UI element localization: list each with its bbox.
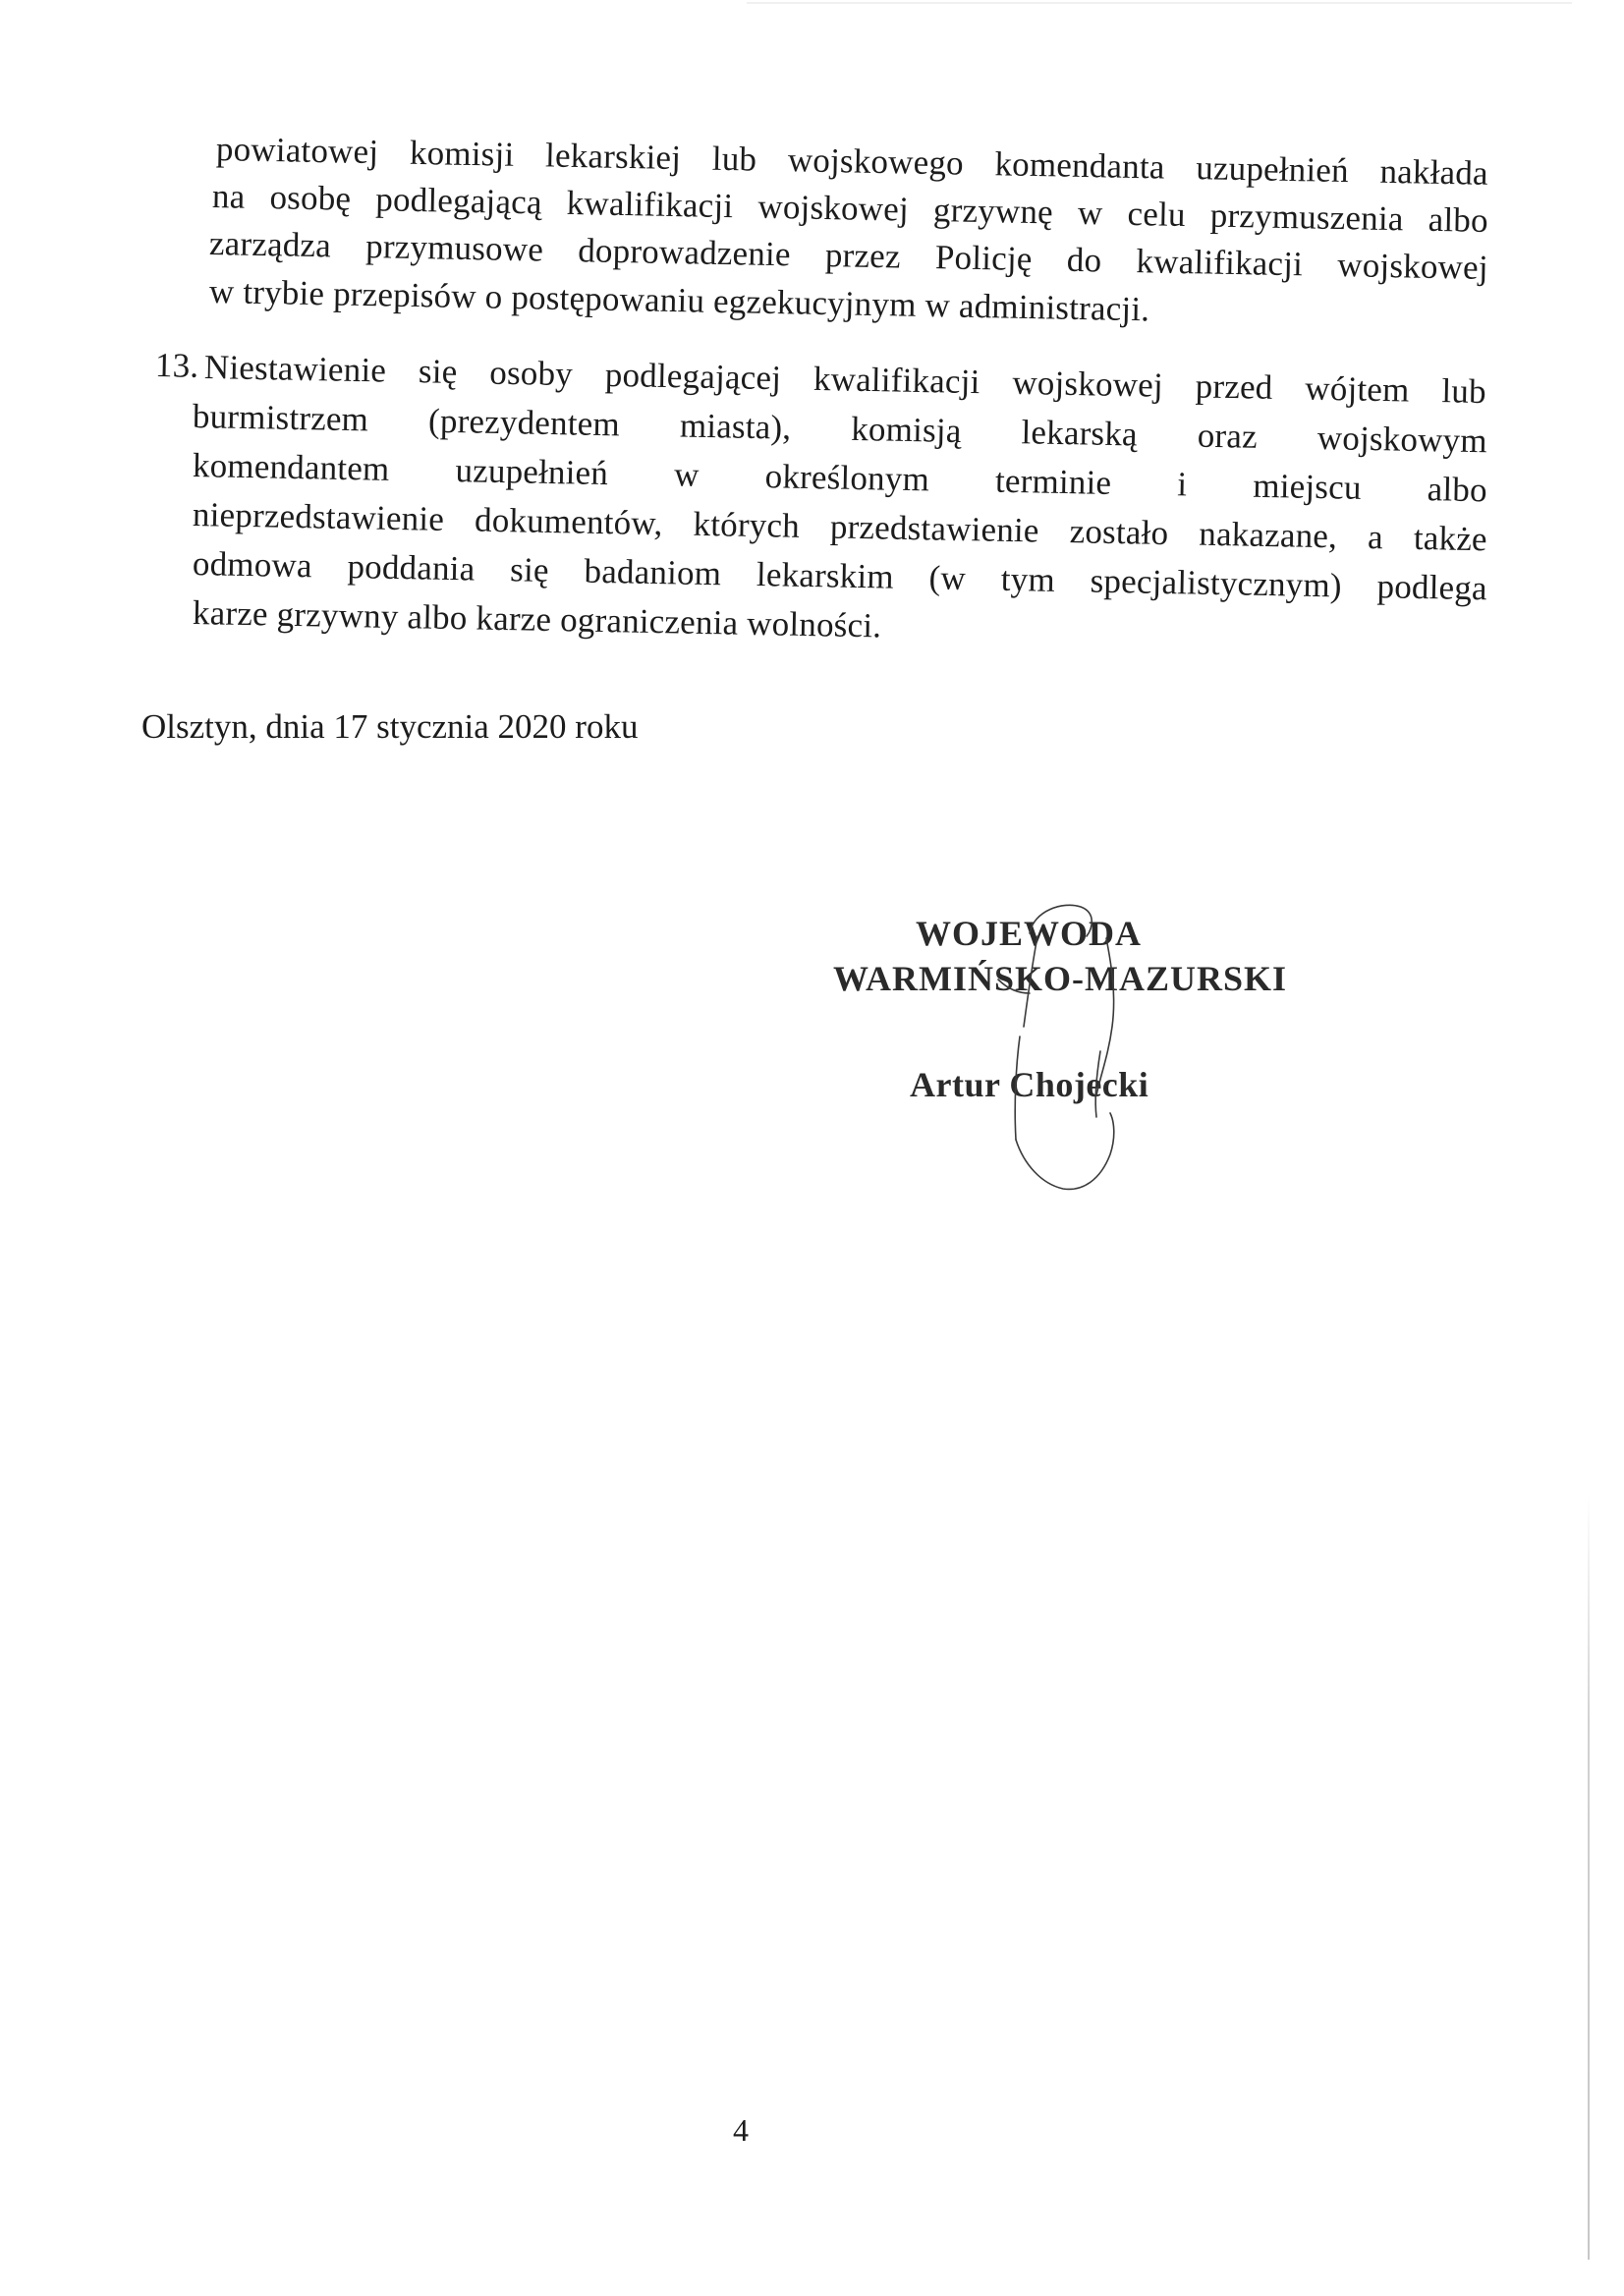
text-line: nieprzedstawienie dokumentów, których przedstawienie zostało nakazane, a także (192, 495, 1488, 559)
scan-right-edge (1588, 1493, 1590, 2260)
scan-top-edge (747, 2, 1572, 4)
text-line: na osobę podlegającą kwalifikacji wojskowej grzywnę w celu przymuszenia albo (211, 177, 1489, 240)
text-line: powiatowej komisji lekarskiej lub wojskowego komendanta uzupełnień nakłada (215, 130, 1489, 193)
signature-block (806, 889, 1375, 1213)
text-line: w trybie przepisów o postępowaniu egzekucyjnym w administracji. (208, 272, 1150, 329)
text-line: burmistrzem (prezydentem miasta), komisją lekarską oraz wojskowym (192, 397, 1488, 461)
text-line: karze grzywny albo karze ograniczenia wolności. (192, 593, 882, 645)
text-line: Niestawienie się osoby podlegającej kwalifikacji wojskowej przed wójtem lub (203, 348, 1487, 412)
text-line: komendantem uzupełnień w określonym terminie i miejscu albo (192, 446, 1488, 510)
page-number: 4 (733, 2112, 749, 2148)
signatory-title-line1: WOJEWODA (916, 914, 1143, 953)
text-line: zarządza przymusowe doprowadzenie przez Policję do kwalifikacji wojskowej (208, 224, 1489, 287)
signatory-title-line2: WARMIŃSKO-MAZURSKI (833, 959, 1288, 998)
text-line: odmowa poddania się badaniom lekarskim (w tym specjalistycznym) podlega (192, 544, 1488, 608)
signatory-name: Artur Chojecki (910, 1065, 1149, 1104)
paragraph-number: 13. (154, 346, 199, 385)
place-date: Olsztyn, dnia 17 stycznia 2020 roku (141, 707, 639, 746)
